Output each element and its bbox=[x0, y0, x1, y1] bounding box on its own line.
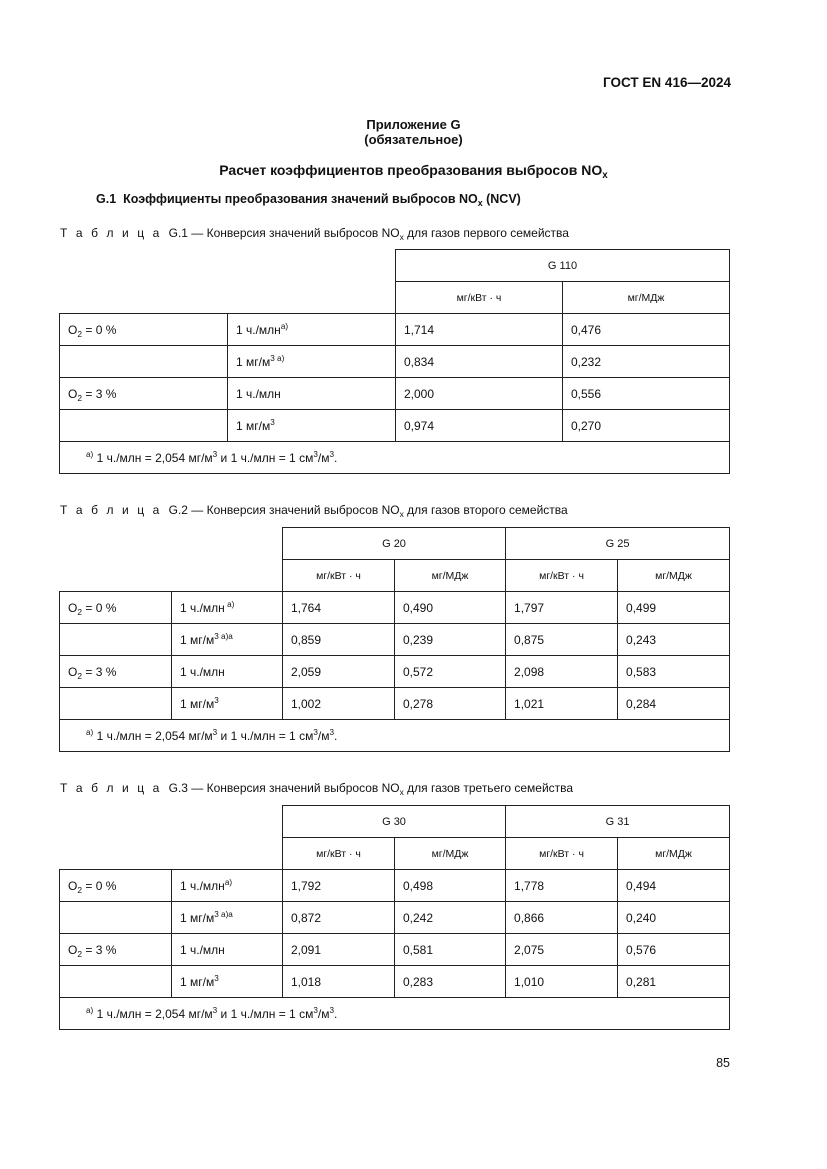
value-cell: 2,059 bbox=[283, 656, 395, 688]
unit-header-row bbox=[60, 560, 730, 592]
value-cell: 1,010 bbox=[506, 966, 618, 998]
value-cell: 0,498 bbox=[395, 870, 506, 902]
o2-label: $O_2 = 3$ % bbox=[60, 378, 228, 410]
appendix-title: Приложение G bbox=[366, 117, 461, 132]
table-footnote-row bbox=[60, 998, 730, 1030]
value-cell: 0,240 bbox=[618, 902, 730, 934]
table-row bbox=[60, 902, 730, 934]
value-cell: 1,021 bbox=[506, 688, 618, 720]
o2-label: $O_2 = 0$ % bbox=[60, 592, 172, 624]
o2-label: $O_2 = 0$ % bbox=[60, 870, 172, 902]
table-header-row bbox=[60, 528, 730, 560]
gas-header-g25: G 25 bbox=[506, 528, 730, 560]
o2-label: $O_2 = 0$ % bbox=[60, 314, 228, 346]
value-cell: 0,243 bbox=[618, 624, 730, 656]
table-row bbox=[60, 966, 730, 998]
unit-label: 1 $мг/м^{3 а)а}$ bbox=[172, 624, 283, 656]
unit-label: 1 $мг/м^{3 а)а}$ bbox=[172, 902, 283, 934]
unit-mj: мг/МДж bbox=[563, 282, 730, 314]
unit-mj: мг/МДж bbox=[618, 560, 730, 592]
value-cell: 1,714 bbox=[396, 314, 563, 346]
unit-label: 1 ч./млн bbox=[172, 656, 283, 688]
unit-label: 1 $мг/м^3$ bbox=[228, 410, 396, 442]
table-caption-g1: Т а б л и ц а G.1 — Конверсия значений выбросов $NO_x$ для газов первого семейства bbox=[60, 226, 569, 242]
table-footnote: $^{а)}$ 1 ч./млн = 2,054 $мг/м^3$ и 1 ч./млн = 1 $см^3/м^3$. bbox=[60, 720, 730, 752]
value-cell: 0,581 bbox=[395, 934, 506, 966]
o2-label: $O_2 = 3$ % bbox=[60, 934, 172, 966]
table-row bbox=[60, 870, 730, 902]
table-footnote: $^{а)}$ 1 ч./млн = 2,054 $мг/м^3$ и 1 ч./млн = 1 $см^3/м^3$. bbox=[60, 998, 730, 1030]
unit-kwh: мг/кВт · ч bbox=[506, 838, 618, 870]
unit-kwh: мг/кВт · ч bbox=[506, 560, 618, 592]
section-title: Расчет коэффициентов преобразования выбросов $NO_x$ bbox=[219, 162, 608, 181]
unit-kwh: мг/кВт · ч bbox=[283, 560, 395, 592]
value-cell: 0,556 bbox=[563, 378, 730, 410]
unit-label: 1 ч./млн $^{a)}$ bbox=[172, 592, 283, 624]
table-row bbox=[60, 624, 730, 656]
page-number: 85 bbox=[716, 1056, 730, 1070]
table-header-row bbox=[60, 250, 730, 282]
value-cell: 0,576 bbox=[618, 934, 730, 966]
gas-header-g31: G 31 bbox=[506, 806, 730, 838]
value-cell: 2,098 bbox=[506, 656, 618, 688]
table-g2 bbox=[59, 527, 730, 752]
gas-header-g110: G 110 bbox=[396, 250, 730, 282]
value-cell: 0,281 bbox=[618, 966, 730, 998]
table-row bbox=[60, 410, 730, 442]
unit-mj: мг/МДж bbox=[395, 838, 506, 870]
value-cell: 1,797 bbox=[506, 592, 618, 624]
value-cell: 0,283 bbox=[395, 966, 506, 998]
table-header-row bbox=[60, 806, 730, 838]
gas-header-g20: G 20 bbox=[283, 528, 506, 560]
unit-mj: мг/МДж bbox=[618, 838, 730, 870]
value-cell: 0,974 bbox=[396, 410, 563, 442]
value-cell: 0,875 bbox=[506, 624, 618, 656]
table-caption-g2: Т а б л и ц а G.2 — Конверсия значений выбросов $NO_x$ для газов второго семейства bbox=[60, 503, 568, 519]
unit-label: 1 ч./млн$^{a)}$ bbox=[172, 870, 283, 902]
table-footnote: $^{а)}$ 1 ч./млн = 2,054 $мг/м^3$ и 1 ч./млн = 1 $см^3/м^3$. bbox=[60, 442, 730, 474]
table-row bbox=[60, 592, 730, 624]
value-cell: 0,239 bbox=[395, 624, 506, 656]
value-cell: 0,232 bbox=[563, 346, 730, 378]
value-cell: 0,499 bbox=[618, 592, 730, 624]
document-code: ГОСТ EN 416—2024 bbox=[603, 75, 731, 90]
subsection-title: G.1 Коэффициенты преобразования значений выбросов $NO_x$ (NCV) bbox=[96, 192, 521, 208]
unit-label: 1 $мг/м^3$ bbox=[172, 688, 283, 720]
table-footnote-row bbox=[60, 442, 730, 474]
value-cell: 1,778 bbox=[506, 870, 618, 902]
appendix-status: (обязательное) bbox=[364, 132, 463, 147]
value-cell: 0,834 bbox=[396, 346, 563, 378]
table-row bbox=[60, 688, 730, 720]
value-cell: 0,583 bbox=[618, 656, 730, 688]
unit-label: 1 $мг/м^{3 а)}$ bbox=[228, 346, 396, 378]
unit-mj: мг/МДж bbox=[395, 560, 506, 592]
value-cell: 2,091 bbox=[283, 934, 395, 966]
value-cell: 1,764 bbox=[283, 592, 395, 624]
table-row bbox=[60, 934, 730, 966]
value-cell: 0,490 bbox=[395, 592, 506, 624]
value-cell: 1,018 bbox=[283, 966, 395, 998]
value-cell: 1,792 bbox=[283, 870, 395, 902]
value-cell: 2,075 bbox=[506, 934, 618, 966]
gas-header-g30: G 30 bbox=[283, 806, 506, 838]
value-cell: 2,000 bbox=[396, 378, 563, 410]
table-footnote-row bbox=[60, 720, 730, 752]
value-cell: 0,494 bbox=[618, 870, 730, 902]
appendix-heading bbox=[0, 117, 827, 147]
unit-kwh: мг/кВт · ч bbox=[396, 282, 563, 314]
unit-label: 1 ч./млн bbox=[228, 378, 396, 410]
table-row bbox=[60, 656, 730, 688]
value-cell: 0,476 bbox=[563, 314, 730, 346]
table-caption-g3: Т а б л и ц а G.3 — Конверсия значений выбросов $NO_x$ для газов третьего семейства bbox=[60, 781, 574, 797]
unit-kwh: мг/кВт · ч bbox=[283, 838, 395, 870]
unit-label: 1 ч./млн$^{a)}$ bbox=[228, 314, 396, 346]
value-cell: 1,002 bbox=[283, 688, 395, 720]
table-g3 bbox=[59, 805, 730, 1030]
table-row bbox=[60, 378, 730, 410]
unit-label: 1 ч./млн bbox=[172, 934, 283, 966]
o2-label: $O_2 = 3$ % bbox=[60, 656, 172, 688]
table-row bbox=[60, 346, 730, 378]
value-cell: 0,278 bbox=[395, 688, 506, 720]
unit-header-row bbox=[60, 838, 730, 870]
value-cell: 0,866 bbox=[506, 902, 618, 934]
table-row bbox=[60, 314, 730, 346]
value-cell: 0,284 bbox=[618, 688, 730, 720]
value-cell: 0,572 bbox=[395, 656, 506, 688]
value-cell: 0,859 bbox=[283, 624, 395, 656]
unit-label: 1 $мг/м^3$ bbox=[172, 966, 283, 998]
unit-header-row bbox=[60, 282, 730, 314]
value-cell: 0,242 bbox=[395, 902, 506, 934]
value-cell: 0,872 bbox=[283, 902, 395, 934]
table-g1 bbox=[59, 249, 730, 474]
value-cell: 0,270 bbox=[563, 410, 730, 442]
